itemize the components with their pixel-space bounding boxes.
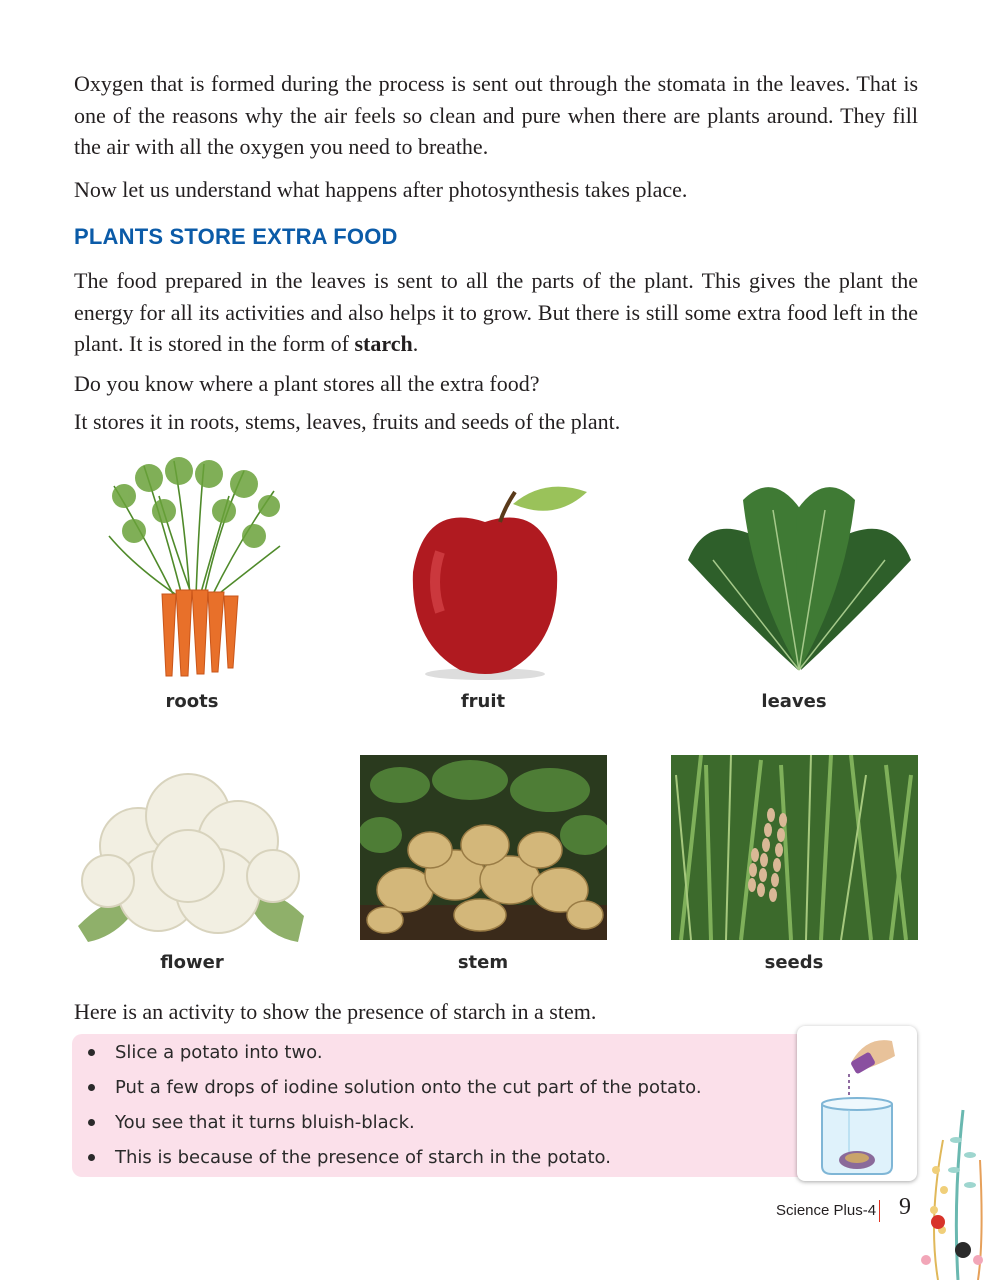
floral-decoration-icon — [918, 1100, 989, 1280]
image-caption-stem: stem — [457, 952, 509, 973]
image-caption-flower: flower — [160, 952, 224, 973]
activity-intro: Here is an activity to show the presence of starch in a stem. — [74, 999, 597, 1024]
iodine-beaker-illustration — [797, 1026, 917, 1181]
section-paragraph-food — [74, 265, 918, 360]
image-caption-leaves: leaves — [761, 691, 827, 712]
page-number: 9 — [899, 1194, 911, 1220]
image-caption-seeds: seeds — [764, 952, 824, 973]
activity-step-text: You see that it turns bluish-black. — [115, 1112, 415, 1133]
footer-separator — [879, 1200, 880, 1222]
bullet-icon — [88, 1049, 95, 1056]
rice-plant-image — [671, 755, 918, 940]
red-apple-image — [405, 482, 590, 682]
cauliflower-image — [78, 766, 304, 944]
activity-steps-list — [88, 1038, 702, 1178]
section-paragraph-storage: It stores it in roots, stems, leaves, fruits and seeds of the plant. — [74, 409, 621, 434]
intro-paragraph-photosynthesis: Now let us understand what happens after photosynthesis takes place. — [74, 177, 688, 202]
activity-step-text: Slice a potato into two. — [115, 1042, 323, 1063]
book-title: Science Plus-4 — [776, 1202, 877, 1219]
bullet-icon — [88, 1119, 95, 1126]
activity-step — [88, 1038, 702, 1073]
section-heading: PLANTS STORE EXTRA FOOD — [74, 224, 398, 249]
section-paragraph-question: Do you know where a plant stores all the extra food? — [74, 371, 540, 396]
section-paragraph-end: . — [412, 331, 419, 356]
image-caption-roots: roots — [165, 691, 219, 712]
activity-step — [88, 1143, 702, 1178]
activity-step — [88, 1073, 702, 1108]
bullet-icon — [88, 1084, 95, 1091]
carrot-bunch-image — [104, 456, 282, 678]
potatoes-image — [360, 755, 607, 940]
section-paragraph-text: The food prepared in the leaves is sent to all the parts of the plant. This gives the plant the energy for all its activities and also helps it to grow. But there is still some extra food left in the plant. It is stored in the form of — [74, 268, 918, 356]
activity-step-text: Put a few drops of iodine solution onto the cut part of the potato. — [115, 1077, 702, 1098]
activity-step-text: This is because of the presence of starch in the potato. — [115, 1147, 611, 1168]
spinach-leaves-image — [683, 470, 916, 678]
activity-step — [88, 1108, 702, 1143]
starch-term: starch — [354, 331, 413, 356]
bullet-icon — [88, 1154, 95, 1161]
image-caption-fruit: fruit — [460, 691, 506, 712]
intro-paragraph-oxygen: Oxygen that is formed during the process is sent out through the stomata in the leaves. That is one of the reasons why the air feels so clean and pure when there are plants around. They fill the air with all the oxygen you need to breathe. — [74, 71, 918, 159]
